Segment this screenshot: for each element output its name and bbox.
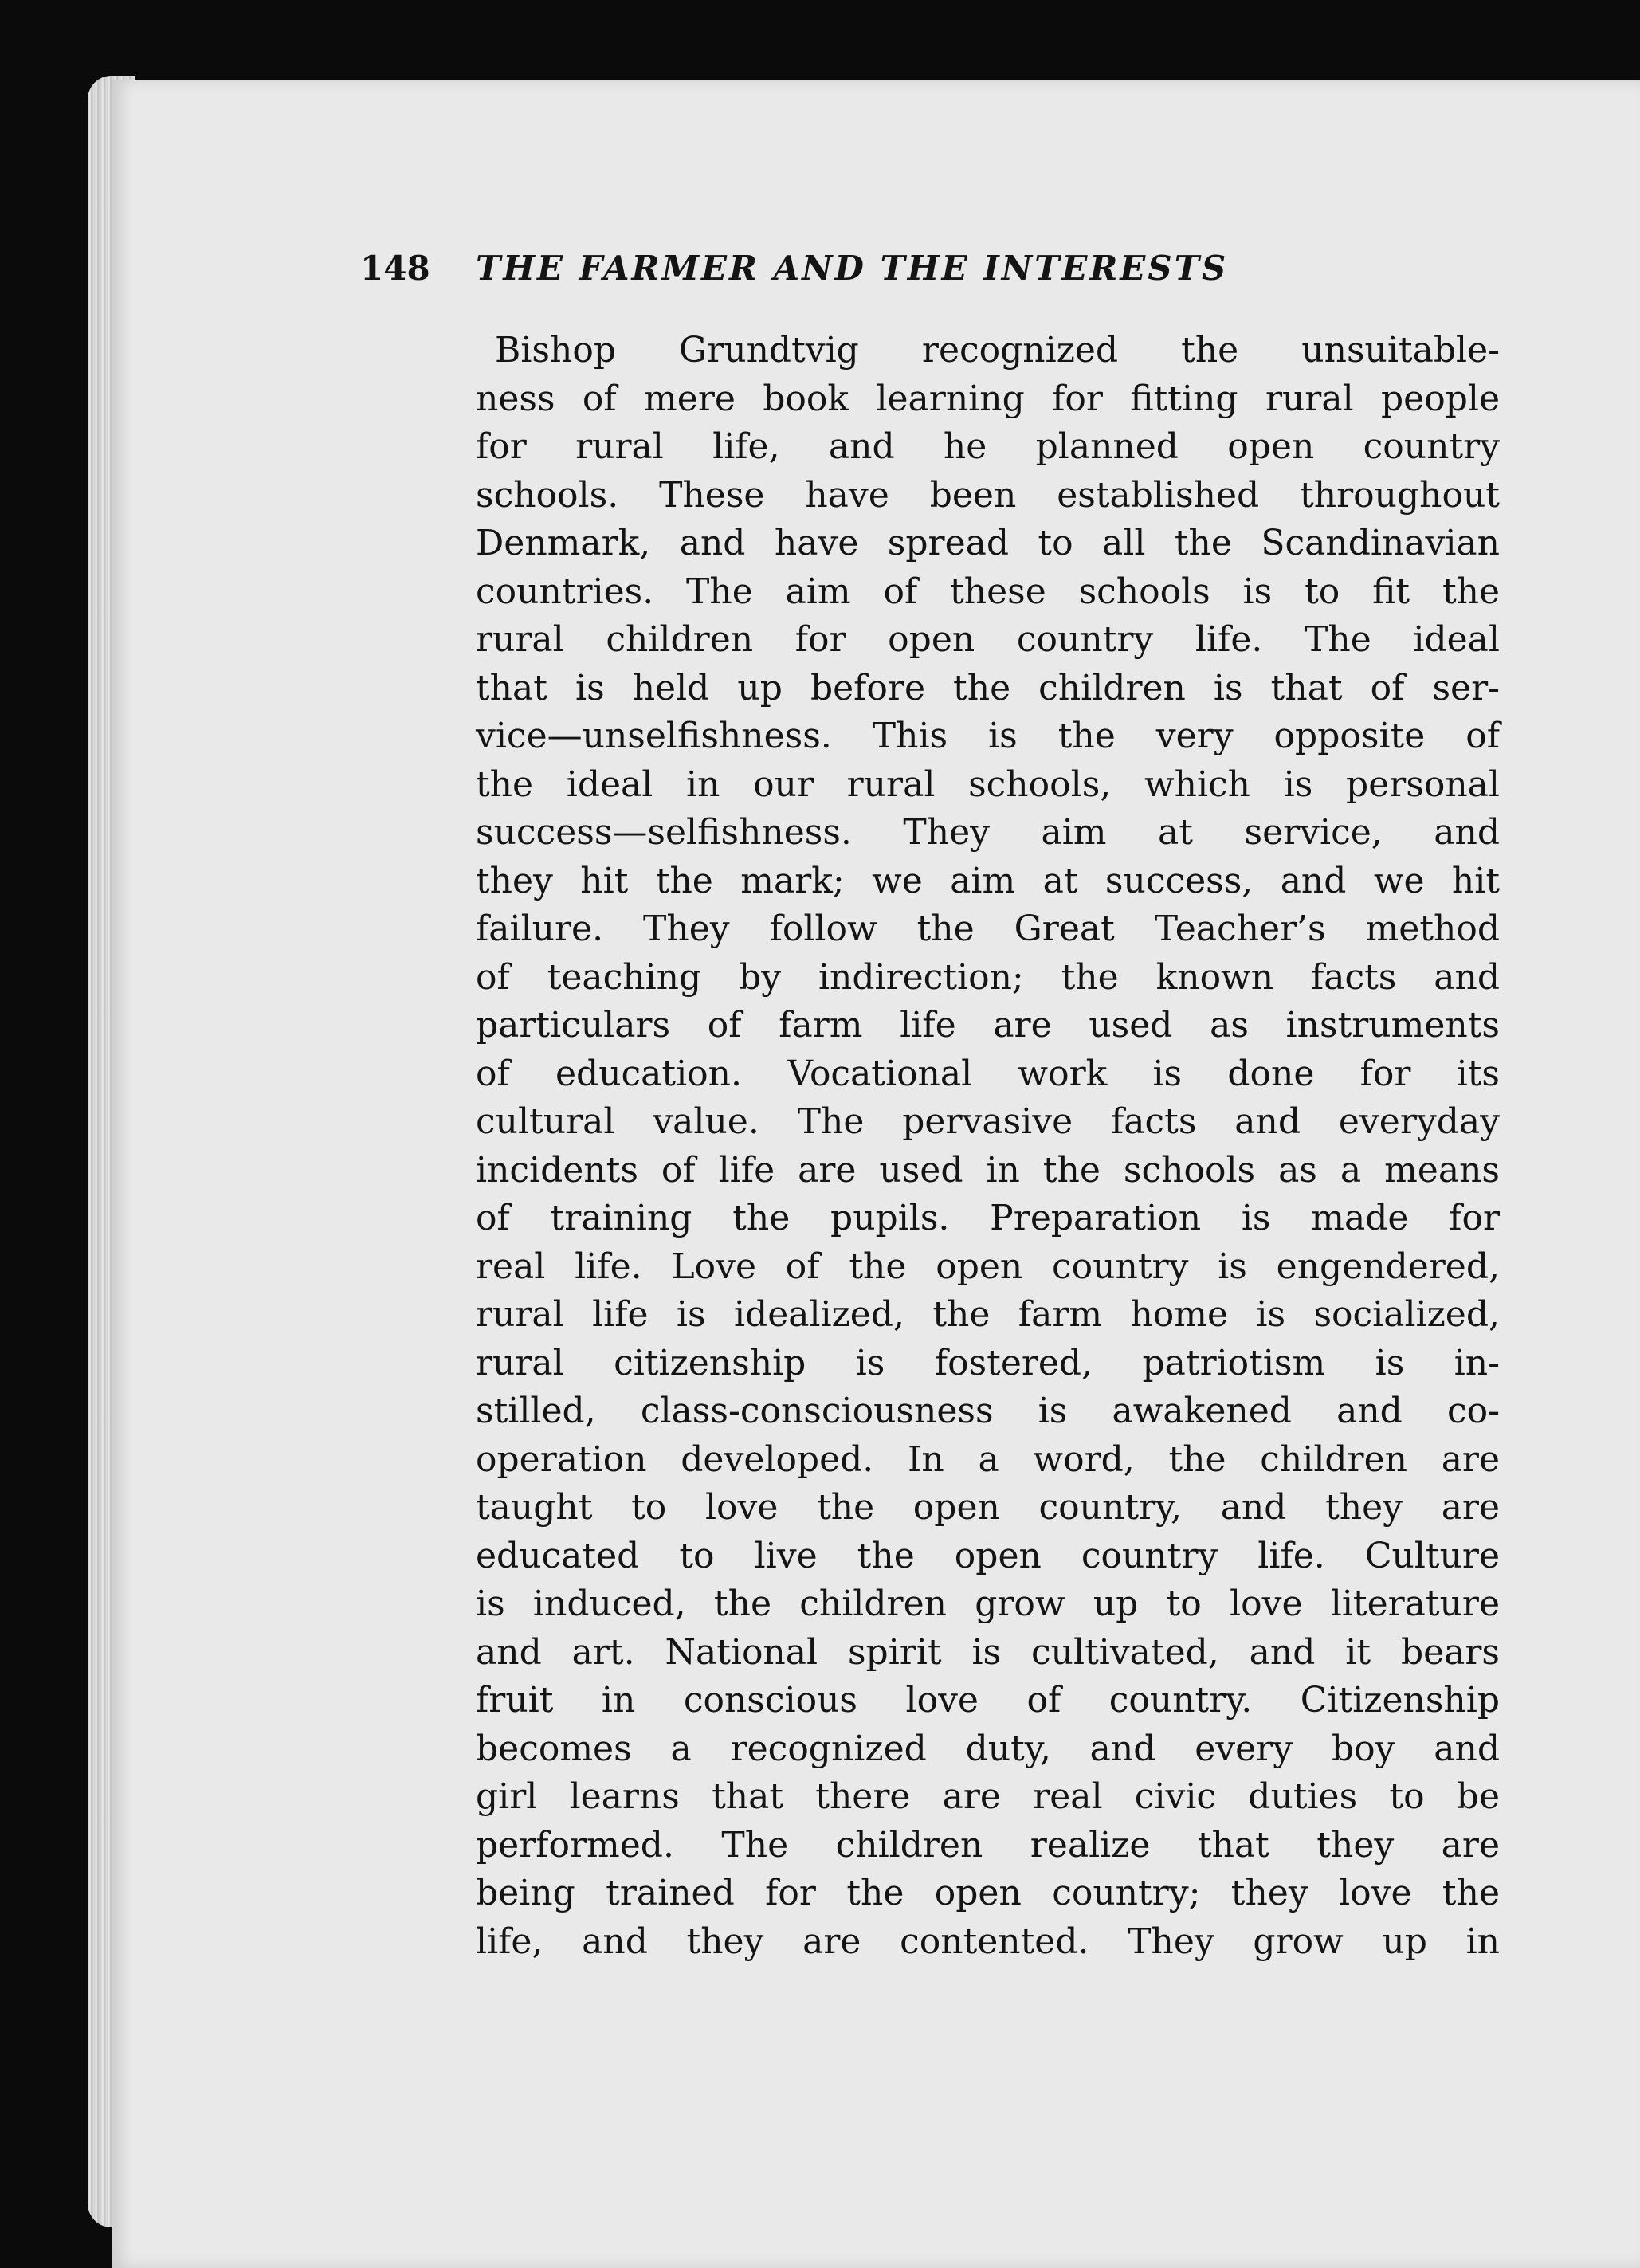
text-line: and art. National spirit is cultivated, and it bears: [476, 1631, 1500, 1673]
text-line: being trained for the open country; they love the: [476, 1873, 1500, 1913]
text-line: that is held up before the children is that of ser-: [476, 667, 1500, 708]
text-line: countries. The aim of these schools is to fit the: [476, 571, 1500, 612]
text-line: for rural life, and he planned open country: [476, 426, 1500, 467]
text-line: performed. The children realize that they are: [476, 1824, 1500, 1866]
text-line: real life. Love of the open country is engendered,: [476, 1246, 1500, 1287]
text-line: becomes a recognized duty, and every boy and: [476, 1728, 1500, 1769]
text-line: incidents of life are used in the schools as a means: [476, 1149, 1500, 1191]
text-line: fruit in conscious love of country. Citizenship: [476, 1680, 1500, 1721]
body-text: [476, 327, 1500, 1966]
text-line: ness of mere book learning for fitting rural people: [476, 378, 1500, 419]
text-line: vice—unselfishness. This is the very opposite of: [476, 716, 1500, 756]
text-line: Bishop Grundtvig recognized the unsuitable-: [495, 330, 1500, 371]
text-line: of teaching by indirection; the known facts and: [476, 956, 1500, 998]
text-line: rural children for open country life. The ideal: [476, 619, 1500, 660]
text-line: taught to love the open country, and they are: [476, 1487, 1500, 1528]
running-head-title: THE FARMER AND THE INTERESTS: [476, 249, 1229, 288]
text-line: success—selfishness. They aim at service, and: [476, 812, 1500, 853]
text-line: Denmark, and have spread to all the Scandinavian: [476, 523, 1500, 563]
text-line: girl learns that there are real civic duties to be: [476, 1776, 1500, 1817]
running-head: [360, 249, 1516, 293]
text-line: failure. They follow the Great Teacher’s method: [476, 908, 1500, 949]
text-line: particulars of farm life are used as instruments: [476, 1005, 1500, 1046]
text-line: cultural value. The pervasive facts and everyday: [476, 1101, 1500, 1142]
text-line: of training the pupils. Preparation is made for: [476, 1198, 1500, 1238]
text-line: is induced, the children grow up to love literature: [476, 1583, 1500, 1624]
text-line: schools. These have been established throughout: [476, 474, 1500, 516]
text-line: they hit the mark; we aim at success, and we hit: [476, 860, 1500, 901]
page-number: 148: [360, 249, 430, 288]
text-line: operation developed. In a word, the children are: [476, 1438, 1500, 1480]
text-line: life, and they are contented. They grow up in: [476, 1921, 1500, 1962]
text-line: the ideal in our rural schools, which is personal: [476, 763, 1500, 805]
text-line: stilled, class-consciousness is awakened and co-: [476, 1391, 1500, 1431]
text-line: rural citizenship is fostered, patriotism is in-: [476, 1342, 1500, 1383]
text-line: of education. Vocational work is done for its: [476, 1053, 1500, 1094]
text-line: educated to live the open country life. Culture: [476, 1535, 1500, 1576]
text-line: rural life is idealized, the farm home is socialized,: [476, 1294, 1500, 1335]
